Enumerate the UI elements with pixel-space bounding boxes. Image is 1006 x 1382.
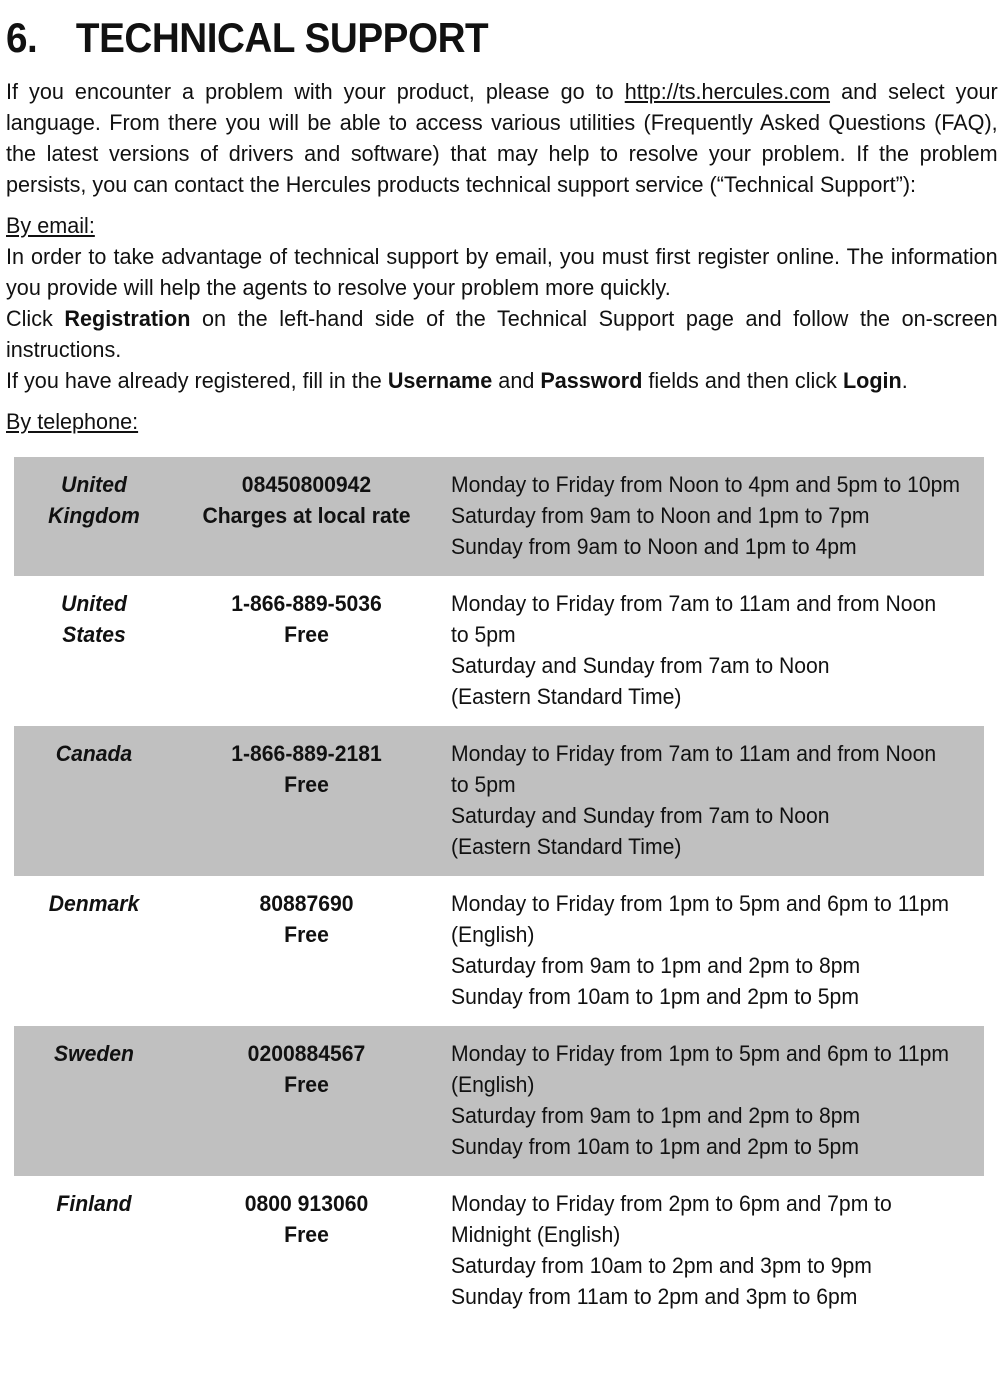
support-website-link[interactable]: http://ts.hercules.com: [624, 79, 831, 104]
phone-cell: [174, 457, 439, 576]
country-line: Sweden: [54, 1041, 134, 1066]
phone-line: Free: [284, 1072, 329, 1097]
country-line: Denmark: [48, 891, 140, 916]
hours-line: Saturday from 9am to Noon and 1pm to 7pm: [451, 503, 870, 528]
email-p3-text-a: If you have already registered, fill in the: [6, 368, 382, 393]
intro-text-1: If you encounter a problem with your product, please go to: [6, 79, 614, 104]
login-term: Login: [842, 368, 902, 393]
hours-cell: [439, 726, 984, 876]
table-row: [14, 1026, 984, 1176]
country-cell: [14, 1026, 174, 1176]
email-p3-text-b: and: [498, 368, 535, 393]
password-term: Password: [540, 368, 643, 393]
country-cell: [14, 576, 174, 726]
table-row: [14, 576, 984, 726]
phone-cell: [174, 1176, 439, 1326]
hours-line: Monday to Friday from 2pm to 6pm and 7pm to: [451, 1191, 892, 1216]
phone-line: Free: [284, 622, 329, 647]
hours-line: Saturday from 9am to 1pm and 2pm to 8pm: [451, 1103, 861, 1128]
phone-cell: [174, 1026, 439, 1176]
email-heading: By email:: [6, 213, 95, 238]
hours-line: Midnight (English): [451, 1222, 621, 1247]
country-cell: [14, 876, 174, 1026]
registration-term: Registration: [64, 306, 191, 331]
phone-cell: [174, 876, 439, 1026]
hours-cell: [439, 576, 984, 726]
phone-line: 1-866-889-2181: [231, 741, 382, 766]
email-paragraph-3: [6, 365, 998, 396]
country-line: United: [61, 591, 127, 616]
phone-line: 80887690: [259, 891, 354, 916]
table-row: [14, 726, 984, 876]
phone-cell: [174, 726, 439, 876]
hours-cell: [439, 876, 984, 1026]
hours-cell: [439, 457, 984, 576]
email-p3-text-c: fields and then click: [648, 368, 837, 393]
section-title: TECHNICAL SUPPORT: [75, 14, 489, 61]
hours-line: Saturday from 10am to 2pm and 3pm to 9pm: [451, 1253, 872, 1278]
hours-line: Monday to Friday from 7am to 11am and from Noon: [451, 741, 937, 766]
country-cell: [14, 726, 174, 876]
email-p2-text-a: Click: [6, 306, 53, 331]
telephone-support-table: [14, 457, 984, 1326]
username-term: Username: [387, 368, 493, 393]
section-number: 6.: [6, 14, 38, 61]
hours-line: to 5pm: [451, 772, 516, 797]
hours-line: (Eastern Standard Time): [451, 834, 682, 859]
hours-line: Sunday from 11am to 2pm and 3pm to 6pm: [451, 1284, 858, 1309]
hours-line: to 5pm: [451, 622, 516, 647]
country-line: States: [62, 622, 126, 647]
country-cell: [14, 457, 174, 576]
email-paragraph-2: [6, 303, 998, 365]
table-row: [14, 1176, 984, 1326]
hours-cell: [439, 1026, 984, 1176]
country-line: United: [61, 472, 127, 497]
hours-line: Saturday and Sunday from 7am to Noon: [451, 653, 830, 678]
email-p3-text-d: .: [901, 368, 908, 393]
hours-line: Saturday from 9am to 1pm and 2pm to 8pm: [451, 953, 861, 978]
email-p2-text-b: on the left-hand side of the Technical Support page and follow the on-screen instructions.: [6, 306, 998, 362]
hours-line: (English): [451, 1072, 535, 1097]
hours-line: Monday to Friday from 7am to 11am and from Noon: [451, 591, 937, 616]
country-line: Canada: [55, 741, 133, 766]
hours-cell: [439, 1176, 984, 1326]
intro-text-2: and select your language. From there you will be able to access various utilities (Frequently Asked Questions (FAQ), the latest versions of drivers and software) that may help to resolve your problem. If the problem persists, you can contact the Hercules products technical support service (“Technical Support”):: [6, 79, 998, 197]
hours-line: (Eastern Standard Time): [451, 684, 682, 709]
hours-line: Sunday from 10am to 1pm and 2pm to 5pm: [451, 984, 859, 1009]
hours-line: (English): [451, 922, 535, 947]
hours-line: Monday to Friday from 1pm to 5pm and 6pm to 11pm: [451, 891, 950, 916]
hours-line: Saturday and Sunday from 7am to Noon: [451, 803, 830, 828]
country-line: Kingdom: [48, 503, 140, 528]
phone-line: 0800 913060: [244, 1191, 369, 1216]
phone-line: Free: [284, 1222, 329, 1247]
hours-line: Monday to Friday from Noon to 4pm and 5pm to 10pm: [451, 472, 961, 497]
country-line: Finland: [56, 1191, 132, 1216]
table-row: [14, 457, 984, 576]
table-row: [14, 876, 984, 1026]
document-page: [6, 0, 998, 437]
telephone-heading: By telephone:: [6, 409, 139, 434]
phone-line: 1-866-889-5036: [231, 591, 382, 616]
phone-line: Free: [284, 772, 329, 797]
email-paragraph-1: In order to take advantage of technical support by email, you must first register online. The information you provide will help the agents to resolve your problem more quickly.: [6, 244, 998, 300]
country-cell: [14, 1176, 174, 1326]
phone-line: Free: [284, 922, 329, 947]
hours-line: Sunday from 9am to Noon and 1pm to 4pm: [451, 534, 857, 559]
phone-line: 08450800942: [241, 472, 372, 497]
hours-line: Sunday from 10am to 1pm and 2pm to 5pm: [451, 1134, 859, 1159]
section-heading: [6, 14, 919, 62]
hours-line: Monday to Friday from 1pm to 5pm and 6pm to 11pm: [451, 1041, 950, 1066]
intro-paragraph: [6, 76, 998, 200]
phone-line: 0200884567: [247, 1041, 366, 1066]
phone-line: Charges at local rate: [202, 503, 411, 528]
phone-cell: [174, 576, 439, 726]
